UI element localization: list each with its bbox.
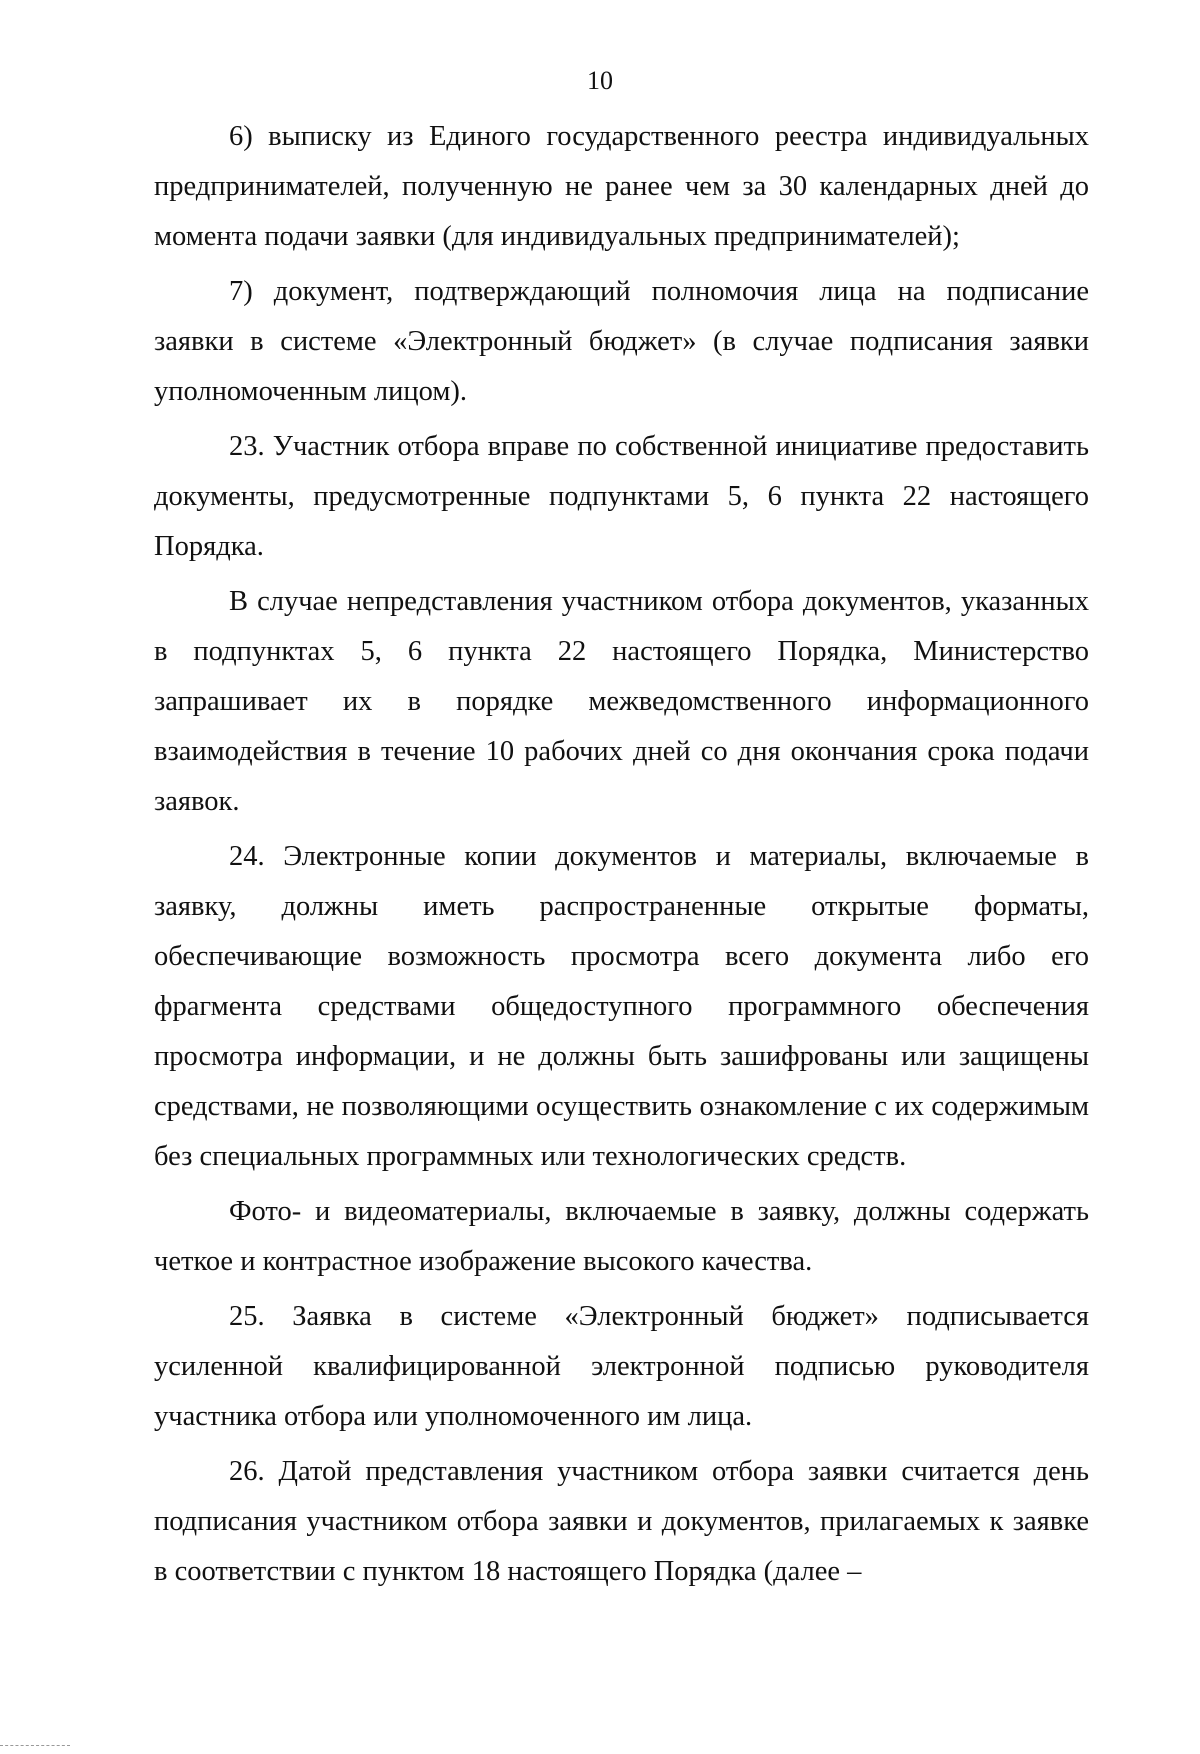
document-body: [154, 112, 1089, 1597]
paragraph-25: 25. Заявка в системе «Электронный бюджет» подписывается усиленной квалифицированной электронной подписью руководителя участника отбора или уполномоченного им лица.: [154, 1301, 1089, 1432]
scan-edge-divider: [0, 1745, 70, 1746]
paragraph-item-6: 6) выписку из Единого государственного реестра индивидуальных предпринимателей, полученную не ранее чем за 30 календарных дней до момента подачи заявки (для индивидуальных предпринимателей);: [154, 121, 1089, 252]
page-number: 10: [587, 66, 613, 95]
paragraph-24: 24. Электронные копии документов и материалы, включаемые в заявку, должны иметь распространенные открытые форматы, обеспечивающие возможность просмотра всего документа либо его фрагмента средствами общедоступного программного обеспечения просмотра информации, и не должны быть зашифрованы или защищены средствами, не позволяющими осуществить ознакомление с их содержимым без специальных программных или технологических средств.: [154, 841, 1089, 1172]
paragraph-24-continuation: Фото- и видеоматериалы, включаемые в заявку, должны содержать четкое и контрастное изображение высокого качества.: [154, 1196, 1089, 1277]
paragraph-23-continuation: В случае непредставления участником отбора документов, указанных в подпунктах 5, 6 пункта 22 настоящего Порядка, Министерство запрашивает их в порядке межведомственного информационного взаимодействия в течение 10 рабочих дней со дня окончания срока подачи заявок.: [154, 586, 1089, 817]
paragraph-23: 23. Участник отбора вправе по собственной инициативе предоставить документы, предусмотренные подпунктами 5, 6 пункта 22 настоящего Порядка.: [154, 431, 1089, 562]
paragraph-item-7: 7) документ, подтверждающий полномочия лица на подписание заявки в системе «Электронный бюджет» (в случае подписания заявки уполномоченным лицом).: [154, 276, 1089, 407]
paragraph-26: 26. Датой представления участником отбора заявки считается день подписания участником отбора заявки и документов, прилагаемых к заявке в соответствии с пунктом 18 настоящего Порядка (далее –: [154, 1456, 1089, 1587]
